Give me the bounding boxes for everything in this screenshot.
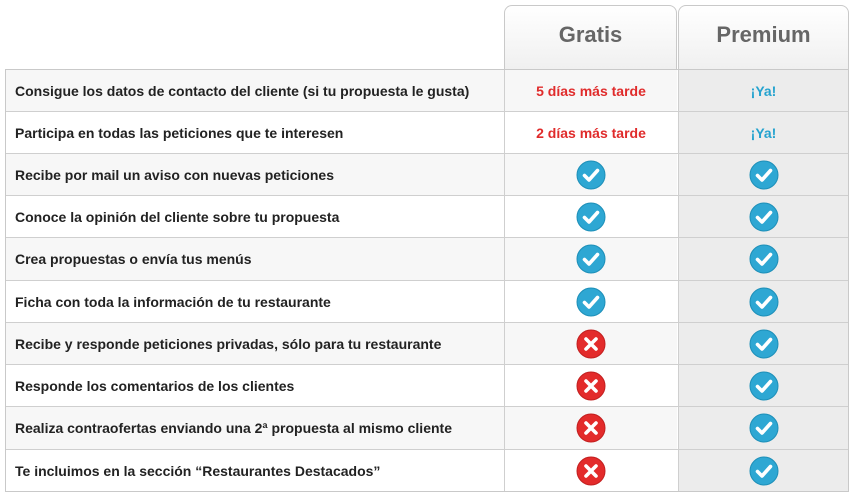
check-icon (749, 244, 779, 274)
feature-row (6, 365, 848, 407)
delay-text: 5 días más tarde (536, 82, 646, 99)
feature-label: Participa en todas las peticiones que te interesen (15, 124, 344, 141)
check-icon (749, 202, 779, 232)
feature-row (6, 196, 848, 238)
premium-cell (678, 407, 848, 449)
feature-row (6, 154, 848, 196)
premium-cell (678, 365, 848, 406)
feature-label: Realiza contraofertas enviando una 2ª propuesta al mismo cliente (6, 407, 504, 449)
gratis-cell (504, 70, 677, 111)
cross-icon (576, 413, 606, 443)
feature-row (6, 70, 848, 112)
premium-cell (678, 323, 848, 364)
premium-cell (678, 154, 848, 195)
check-icon (576, 202, 606, 232)
feature-label: Ficha con toda la información de tu restaurante (15, 293, 331, 310)
feature-row (6, 238, 848, 281)
check-icon (749, 413, 779, 443)
feature-row (6, 281, 848, 323)
gratis-cell (504, 112, 677, 153)
check-icon (749, 287, 779, 317)
premium-cell (678, 450, 848, 491)
check-icon (749, 371, 779, 401)
feature-label: Te incluimos en la sección “Restaurantes Destacados” (15, 462, 381, 479)
feature-label: Conoce la opinión del cliente sobre tu propuesta (15, 208, 340, 225)
cross-icon (576, 329, 606, 359)
feature-table (5, 69, 849, 492)
premium-cell (678, 281, 848, 322)
cross-icon (576, 456, 606, 486)
gratis-cell (504, 407, 677, 449)
feature-label: Crea propuestas o envía tus menús (6, 238, 504, 280)
check-icon (576, 160, 606, 190)
check-icon (749, 456, 779, 486)
check-icon (576, 287, 606, 317)
plan-header-gratis: Gratis (504, 5, 677, 69)
plan-header-premium: Premium (678, 5, 849, 69)
check-icon (749, 160, 779, 190)
gratis-cell (504, 196, 677, 237)
immediate-text: ¡Ya! (750, 124, 777, 141)
gratis-cell (504, 281, 677, 322)
premium-cell (678, 70, 848, 111)
immediate-text: ¡Ya! (750, 82, 777, 99)
premium-cell (678, 196, 848, 237)
gratis-cell (504, 323, 677, 364)
delay-text: 2 días más tarde (536, 124, 646, 141)
premium-cell (678, 238, 848, 280)
feature-label: Recibe por mail un aviso con nuevas peticiones (6, 154, 504, 195)
feature-label: Responde los comentarios de los clientes (15, 377, 295, 394)
feature-row (6, 112, 848, 154)
premium-cell (678, 112, 848, 153)
feature-row (6, 323, 848, 365)
feature-row (6, 407, 848, 450)
feature-label: Consigue los datos de contacto del cliente (si tu propuesta le gusta) (6, 70, 504, 111)
check-icon (576, 244, 606, 274)
check-icon (749, 329, 779, 359)
gratis-cell (504, 154, 677, 195)
feature-label: Recibe y responde peticiones privadas, sólo para tu restaurante (6, 323, 504, 364)
gratis-cell (504, 238, 677, 280)
feature-row (6, 450, 848, 491)
cross-icon (576, 371, 606, 401)
gratis-cell (504, 365, 677, 406)
gratis-cell (504, 450, 677, 491)
